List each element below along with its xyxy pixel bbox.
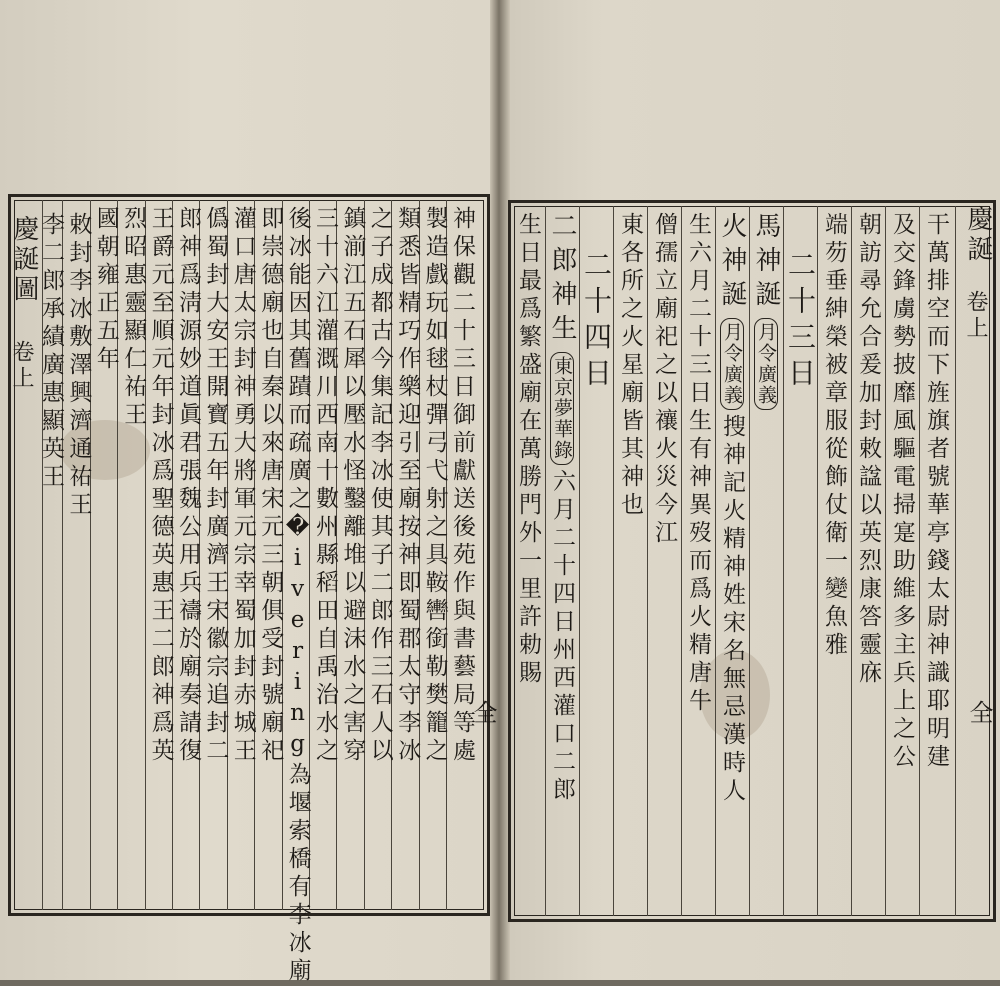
left-text-column: 即崇德廟也自秦以來唐宋元三朝俱受封號廟祀 bbox=[257, 206, 284, 766]
right-text-column bbox=[752, 212, 780, 910]
column-divider bbox=[545, 206, 546, 916]
right-text-column bbox=[718, 212, 746, 910]
left-text-column: 類悉皆精巧作樂迎引至廟按神即蜀郡太守李冰 bbox=[394, 206, 421, 766]
body-text: 干萬排空而下旌旗者號華亭錢太尉神識耶明建 bbox=[923, 212, 949, 772]
day-heading: 二十三日 bbox=[784, 250, 817, 394]
left-text-column: 後冰能因其舊蹟而疏廣之�ivering為堰索橋有李冰廟 bbox=[284, 206, 311, 986]
body-text: 及交鋒虜勢披靡風驅電掃寔助維多主兵上之公 bbox=[889, 212, 915, 772]
edge-volume-text: 卷上 bbox=[963, 290, 988, 342]
left-text-column: 國朝雍正五年 bbox=[92, 206, 119, 374]
source-note: 東京夢華錄 bbox=[550, 352, 574, 465]
body-text: 生日最爲繁盛廟在萬勝門外一里許勅賜 bbox=[515, 212, 541, 688]
left-text-column: 王爵元至順元年封冰爲聖德英惠王二郎神爲英 bbox=[147, 206, 174, 766]
left-text-column: 之子成都古今集記李冰使其子二郎作三石人以 bbox=[366, 206, 393, 766]
right-text-column bbox=[580, 250, 613, 948]
right-text-column bbox=[820, 212, 848, 910]
body-text: 端芴垂紳榮被章服從飾仗衛一變魚雅 bbox=[821, 212, 847, 660]
right-text-column bbox=[514, 212, 542, 910]
deity-title: 馬神誕 bbox=[751, 212, 781, 314]
left-folio bbox=[466, 700, 501, 724]
deity-title: 火神誕 bbox=[717, 212, 747, 314]
left-text-column: 神保觀二十三日御前獻送後苑作與書藝局等處 bbox=[449, 206, 475, 766]
right-column-rule bbox=[955, 206, 956, 916]
left-text-column: 烈昭惠靈顯仁祐王 bbox=[120, 206, 147, 430]
source-note: 月令廣義 bbox=[720, 318, 744, 410]
right-folio bbox=[962, 700, 997, 724]
right-text-column bbox=[854, 212, 882, 910]
right-text-column bbox=[684, 212, 712, 910]
column-divider bbox=[749, 206, 750, 916]
body-text: 生六月二十三日生有神異歿而爲火精唐牛 bbox=[685, 212, 711, 716]
column-divider bbox=[647, 206, 648, 916]
book-gutter bbox=[490, 0, 510, 980]
column-divider bbox=[885, 206, 886, 916]
column-divider bbox=[783, 206, 784, 916]
edge-title-text: 慶誕圖 bbox=[9, 215, 39, 305]
left-text-column: 敕封李冰敷澤興濟通祐王 bbox=[65, 212, 92, 520]
right-text-column bbox=[548, 212, 576, 910]
body-text: 朝訪尋允合爰加封敕諡以英烈康答靈庥 bbox=[855, 212, 881, 688]
edge-volume-text: 卷上 bbox=[9, 340, 34, 392]
body-text: 僧孺立廟祀之以禳火災今江 bbox=[651, 212, 677, 548]
edge-title-text: 慶誕 bbox=[963, 205, 993, 265]
column-divider bbox=[817, 206, 818, 916]
left-text-column: 郎神爲淸源妙道眞君張魏公用兵禱於廟奏請復 bbox=[175, 206, 201, 766]
column-divider bbox=[715, 206, 716, 916]
right-edge-volume bbox=[960, 290, 991, 342]
folio-text: 全 bbox=[469, 700, 497, 724]
folio-text: 全 bbox=[965, 700, 993, 724]
right-text-column bbox=[888, 212, 916, 910]
right-text-column bbox=[650, 212, 678, 910]
right-text-column bbox=[616, 212, 644, 910]
left-text-column: 三十六江灌溉川西南十數州縣稻田自禹治水之 bbox=[312, 206, 338, 766]
day-heading: 二十四日 bbox=[580, 250, 613, 394]
source-note: 月令廣義 bbox=[754, 318, 778, 410]
column-divider bbox=[681, 206, 682, 916]
left-text-column: 鎮湔江五石犀以壓水怪鑿離堆以避沫水之害穿 bbox=[339, 206, 366, 766]
left-edge-volume bbox=[6, 340, 37, 392]
column-divider bbox=[919, 206, 920, 916]
right-text-column bbox=[922, 212, 950, 910]
right-edge-title bbox=[960, 205, 997, 265]
left-text-column: 李二郎承績廣惠顯英王 bbox=[38, 212, 64, 492]
left-text-column: 灌口唐太宗封神勇大將軍元宗幸蜀加封赤城王 bbox=[229, 206, 256, 766]
column-divider bbox=[851, 206, 852, 916]
body-text: 搜神記火精神姓宋名無忌漢時人 bbox=[719, 414, 745, 806]
column-divider bbox=[579, 206, 580, 916]
column-divider bbox=[613, 206, 614, 916]
body-text: 六月二十四日州西灌口二郎 bbox=[549, 469, 575, 805]
body-text: 東各所之火星廟皆其神也 bbox=[617, 212, 643, 520]
left-text-column: 僞蜀封大安王開寶五年封廣濟王宋徽宗追封二 bbox=[202, 206, 229, 766]
left-text-column: 製造戲玩如毬杖彈弓弋射之具鞍轡銜勒樊籠之 bbox=[421, 206, 448, 766]
right-text-column bbox=[784, 250, 817, 948]
deity-title: 二郎神生 bbox=[547, 212, 577, 348]
